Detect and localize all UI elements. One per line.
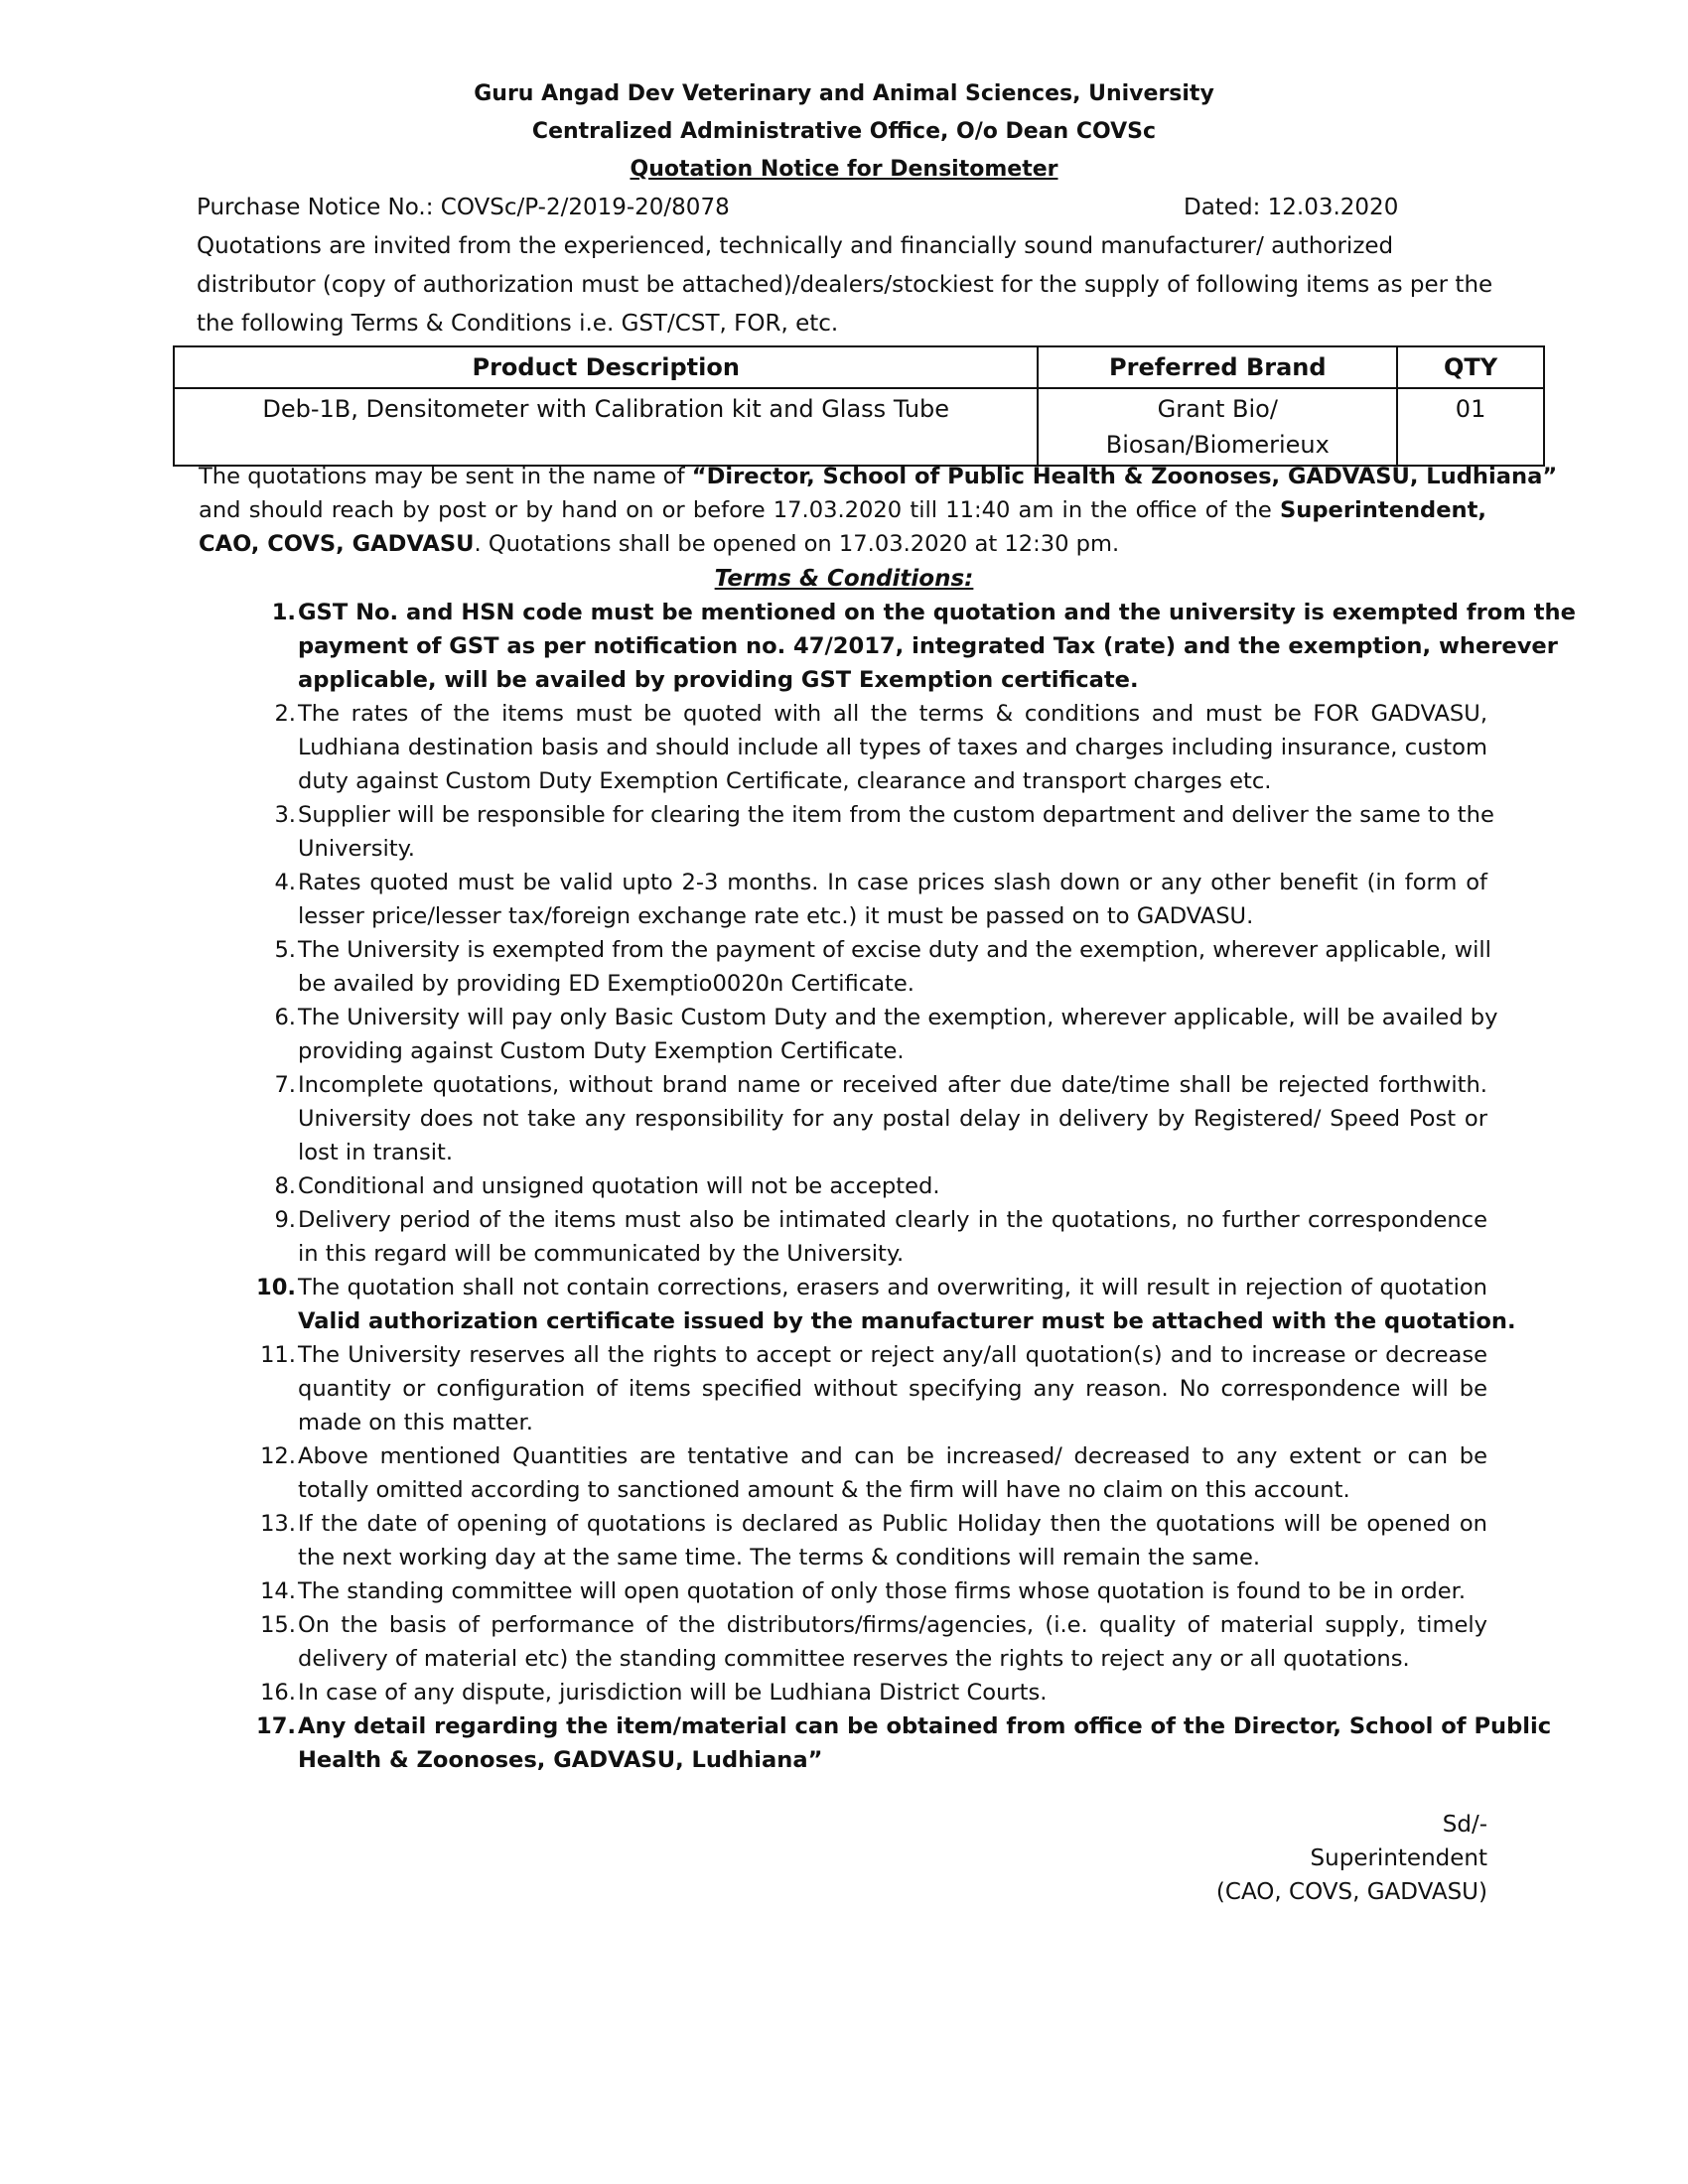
term-1 bbox=[298, 596, 1576, 697]
term-line: University. bbox=[298, 836, 415, 862]
term-line: The University will pay only Basic Custom Duty and the exemption, wherever applicable, will be availed by bbox=[298, 1005, 1498, 1030]
term-line: providing against Custom Duty Exemption Certificate. bbox=[298, 1038, 905, 1064]
term-3 bbox=[298, 798, 1494, 866]
term-line: Incomplete quotations, without brand name or received after due date/time shall be rejected forthwith. bbox=[298, 1072, 1487, 1098]
term-line: totally omitted according to sanctioned amount & the firm will have no claim on this account. bbox=[298, 1477, 1350, 1503]
term-line: The rates of the items must be quoted with all the terms & conditions and must be FOR GADVASU, bbox=[298, 701, 1487, 727]
submission-line-2 bbox=[199, 493, 1486, 527]
term-line: University does not take any responsibility for any postal delay in delivery by Registered/ Speed Post or bbox=[298, 1106, 1487, 1132]
submission-line-1 bbox=[199, 460, 1558, 493]
term-line: payment of GST as per notification no. 47/2017, integrated Tax (rate) and the exemption, wherever bbox=[298, 633, 1558, 659]
term-11 bbox=[298, 1338, 1487, 1439]
term-number: 17. bbox=[255, 1713, 296, 1739]
purchase-notice-number: Purchase Notice No.: COVSc/P-2/2019-20/8078 bbox=[197, 195, 730, 220]
intro-line-1: Quotations are invited from the experienced, technically and financially sound manufacturer/ authorized bbox=[197, 233, 1394, 259]
signature-designation: Superintendent bbox=[1310, 1845, 1487, 1871]
notice-title: Quotation Notice for Densitometer bbox=[630, 157, 1058, 182]
term-line: Any detail regarding the item/material can be obtained from office of the Director, School of Public bbox=[298, 1713, 1552, 1739]
intro-line-3: the following Terms & Conditions i.e. GST/CST, FOR, etc. bbox=[197, 311, 839, 337]
brand-line-2: Biosan/Biomerieux bbox=[1105, 431, 1330, 459]
term-line: the next working day at the same time. The terms & conditions will remain the same. bbox=[298, 1545, 1261, 1570]
term-line: Above mentioned Quantities are tentative and can be increased/ decreased to any extent or can be bbox=[298, 1443, 1487, 1469]
column-header-qty: QTY bbox=[1397, 346, 1544, 388]
brand-line-1: Grant Bio/ bbox=[1157, 395, 1278, 423]
submission-line-1-text: The quotations may be sent in the name of bbox=[199, 464, 692, 489]
term-4 bbox=[298, 866, 1487, 933]
term-number: 8. bbox=[274, 1173, 296, 1199]
term-number: 15. bbox=[260, 1612, 296, 1638]
notice-date: Dated: 12.03.2020 bbox=[1184, 195, 1399, 220]
term-13 bbox=[298, 1507, 1487, 1574]
office-name: Centralized Administrative Office, O/o Dean COVSc bbox=[531, 119, 1157, 144]
term-number: 16. bbox=[260, 1680, 296, 1706]
table-row bbox=[174, 388, 1544, 466]
preferred-brand-cell bbox=[1038, 388, 1397, 466]
product-description-cell: Deb-1B, Densitometer with Calibration kit and Glass Tube bbox=[174, 388, 1038, 466]
term-line: On the basis of performance of the distributors/firms/agencies, (i.e. quality of material supply, timely bbox=[298, 1612, 1487, 1638]
term-line: delivery of material etc) the standing committee reserves the rights to reject any or all quotations. bbox=[298, 1646, 1410, 1672]
submission-office-cont: CAO, COVS, GADVASU bbox=[199, 531, 475, 557]
table-header-row bbox=[174, 346, 1544, 388]
term-number: 1. bbox=[271, 600, 296, 625]
term-number: 2. bbox=[274, 701, 296, 727]
term-15 bbox=[298, 1608, 1487, 1676]
term-number: 5. bbox=[274, 937, 296, 963]
term-17 bbox=[298, 1709, 1552, 1777]
term-number: 10. bbox=[255, 1275, 296, 1300]
term-10 bbox=[298, 1271, 1516, 1338]
university-name: Guru Angad Dev Veterinary and Animal Sciences, University bbox=[474, 81, 1214, 106]
term-number: 7. bbox=[274, 1072, 296, 1098]
submission-office: Superintendent, bbox=[1280, 497, 1486, 523]
term-2 bbox=[298, 697, 1487, 798]
term-line: duty against Custom Duty Exemption Certificate, clearance and transport charges etc. bbox=[298, 768, 1272, 794]
term-line: Health & Zoonoses, GADVASU, Ludhiana” bbox=[298, 1747, 823, 1773]
signature-sd: Sd/- bbox=[1442, 1812, 1487, 1838]
term-line: GST No. and HSN code must be mentioned on the quotation and the university is exempted from the bbox=[298, 600, 1576, 625]
items-table bbox=[173, 345, 1545, 467]
term-line: Supplier will be responsible for clearing the item from the custom department and deliver the same to the bbox=[298, 802, 1494, 828]
term-line: The standing committee will open quotation of only those firms whose quotation is found to be in order. bbox=[298, 1578, 1466, 1604]
qty-cell: 01 bbox=[1397, 388, 1544, 466]
term-16 bbox=[298, 1676, 1487, 1709]
submission-line-2-text: and should reach by post or by hand on or before 17.03.2020 till 11:40 am in the office of the bbox=[199, 497, 1280, 523]
term-number: 6. bbox=[274, 1005, 296, 1030]
column-header-description: Product Description bbox=[174, 346, 1038, 388]
term-line: be availed by providing ED Exemptio0020n Certificate. bbox=[298, 971, 914, 997]
term-line: Valid authorization certificate issued by the manufacturer must be attached with the quotation. bbox=[298, 1308, 1516, 1334]
term-line: lost in transit. bbox=[298, 1140, 454, 1165]
term-number: 4. bbox=[274, 870, 296, 895]
term-number: 13. bbox=[260, 1511, 296, 1537]
term-line: The University is exempted from the payment of excise duty and the exemption, wherever applicable, will bbox=[298, 937, 1491, 963]
term-line: The University reserves all the rights to accept or reject any/all quotation(s) and to increase or decrease bbox=[298, 1342, 1487, 1368]
term-line: lesser price/lesser tax/foreign exchange rate etc.) it must be passed on to GADVASU. bbox=[298, 903, 1254, 929]
term-line: Rates quoted must be valid upto 2-3 months. In case prices slash down or any other benefit (in form of bbox=[298, 870, 1487, 895]
term-number: 14. bbox=[260, 1578, 296, 1604]
term-number: 12. bbox=[260, 1443, 296, 1469]
term-line: In case of any dispute, jurisdiction will be Ludhiana District Courts. bbox=[298, 1680, 1048, 1706]
addressee: “Director, School of Public Health & Zoonoses, GADVASU, Ludhiana” bbox=[691, 464, 1558, 489]
term-9 bbox=[298, 1203, 1487, 1271]
term-8 bbox=[298, 1169, 1487, 1203]
submission-line-3 bbox=[199, 527, 1486, 561]
signature-office: (CAO, COVS, GADVASU) bbox=[1215, 1879, 1487, 1905]
term-12 bbox=[298, 1439, 1487, 1507]
column-header-brand: Preferred Brand bbox=[1038, 346, 1397, 388]
term-number: 9. bbox=[274, 1207, 296, 1233]
term-line: Delivery period of the items must also be intimated clearly in the quotations, no further correspondence bbox=[298, 1207, 1487, 1233]
intro-line-2: distributor (copy of authorization must be attached)/dealers/stockiest for the supply of following items as per the bbox=[197, 272, 1493, 298]
term-14 bbox=[298, 1574, 1487, 1608]
term-line: Ludhiana destination basis and should include all types of taxes and charges including insurance, custom bbox=[298, 735, 1487, 760]
term-line: made on this matter. bbox=[298, 1410, 533, 1435]
term-number: 3. bbox=[274, 802, 296, 828]
terms-heading: Terms & Conditions: bbox=[714, 566, 974, 592]
term-line: applicable, will be availed by providing GST Exemption certificate. bbox=[298, 667, 1139, 693]
term-number: 11. bbox=[260, 1342, 296, 1368]
term-7 bbox=[298, 1068, 1487, 1169]
opening-info: . Quotations shall be opened on 17.03.2020 at 12:30 pm. bbox=[474, 531, 1120, 557]
term-6 bbox=[298, 1001, 1498, 1068]
term-line: The quotation shall not contain corrections, erasers and overwriting, it will result in rejection of quotation bbox=[298, 1275, 1487, 1300]
term-5 bbox=[298, 933, 1491, 1001]
term-line: quantity or configuration of items specified without specifying any reason. No correspondence will be bbox=[298, 1376, 1487, 1402]
term-line: Conditional and unsigned quotation will not be accepted. bbox=[298, 1173, 940, 1199]
term-line: If the date of opening of quotations is declared as Public Holiday then the quotations will be opened on bbox=[298, 1511, 1487, 1537]
term-line: in this regard will be communicated by the University. bbox=[298, 1241, 905, 1267]
